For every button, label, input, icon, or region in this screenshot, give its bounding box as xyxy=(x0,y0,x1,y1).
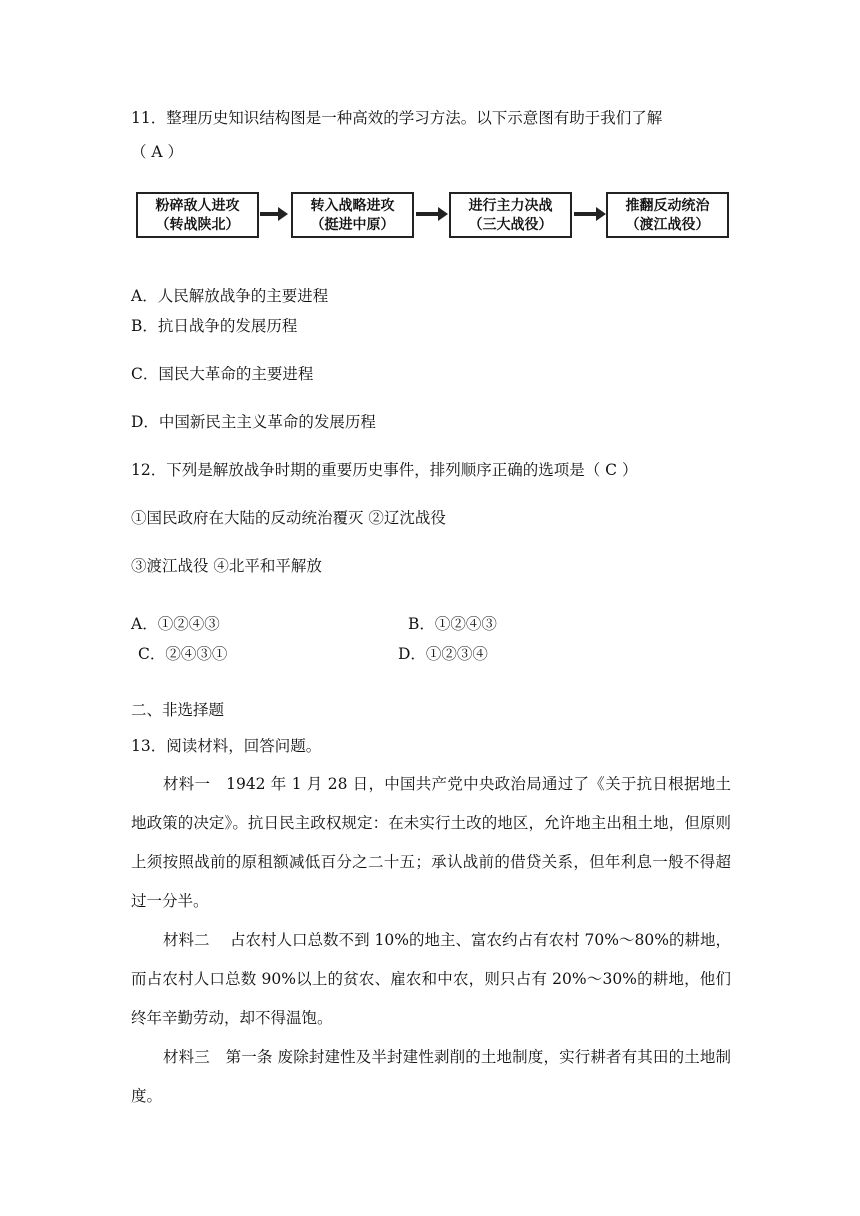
flow-box-3-line2: （三大战役） xyxy=(468,217,553,233)
q12-option-a: A．①②④③ xyxy=(131,615,220,633)
q11-option-b: B．抗日战争的发展历程 xyxy=(131,317,298,335)
flow-box-4-line1: 推翻反动统治 xyxy=(625,198,710,214)
flow-arrow-2 xyxy=(416,212,440,216)
question-13-stem: 13．阅读材料，回答问题。 xyxy=(131,737,322,755)
flow-box-3 xyxy=(449,192,572,238)
question-11-answer: （ A ） xyxy=(131,143,184,161)
flow-box-2-line2: （挺进中原） xyxy=(310,217,395,233)
flow-box-1 xyxy=(136,192,259,238)
q11-option-a: A．人民解放战争的主要进程 xyxy=(131,287,329,305)
flow-box-4 xyxy=(606,192,729,238)
q12-events-line-1: ①国民政府在大陆的反动统治覆灭 ②辽沈战役 xyxy=(131,509,446,527)
q11-option-d: D．中国新民主主义革命的发展历程 xyxy=(131,413,376,431)
flow-diagram xyxy=(136,192,730,242)
section-heading: 二、非选择题 xyxy=(131,701,225,719)
q12-events-line-2: ③渡江战役 ④北平和平解放 xyxy=(131,557,322,575)
flow-box-1-line2: （转战陕北） xyxy=(155,217,240,233)
flow-box-2 xyxy=(291,192,414,238)
q11-option-c: C．国民大革命的主要进程 xyxy=(131,365,314,383)
q12-option-c: C．②④③① xyxy=(138,645,228,663)
q12-option-b: B．①②④③ xyxy=(408,615,497,633)
flow-arrow-3 xyxy=(574,212,598,216)
flow-box-4-line2: （渡江战役） xyxy=(625,217,710,233)
question-12-stem: 12．下列是解放战争时期的重要历史事件，排列顺序正确的选项是（ C ） xyxy=(131,461,638,479)
flow-arrow-1 xyxy=(260,212,280,216)
flow-box-2-line1: 转入战略进攻 xyxy=(310,198,395,214)
flow-box-1-line1: 粉碎敌人进攻 xyxy=(155,198,240,214)
flow-box-3-line1: 进行主力决战 xyxy=(468,198,553,214)
material-2: 材料二 占农村人口总数不到 10%的地主、富农约占有农村 70%～80%的耕地，而占农村人口总数 90%以上的贫农、雇农和中农，则只占有 20%～30%的耕地，他们终年辛勤劳动，却不得温饱。 xyxy=(131,931,731,1027)
material-3: 材料三 第一条 废除封建性及半封建性剥削的土地制度，实行耕者有其田的土地制度。 xyxy=(131,1048,731,1105)
q12-option-d: D．①②③④ xyxy=(398,645,488,663)
question-11-stem: 11．整理历史知识结构图是一种高效的学习方法。以下示意图有助于我们了解 xyxy=(131,109,663,127)
material-1: 材料一 1942 年 1 月 28 日，中国共产党中央政治局通过了《关于抗日根据地土地政策的决定》。抗日民主政权规定：在未实行土改的地区，允许地主出租土地，但原则上须按照战前的原租额减低百分之二十五；承认战前的借贷关系，但年利息一般不得超过一分半。 xyxy=(131,775,731,910)
